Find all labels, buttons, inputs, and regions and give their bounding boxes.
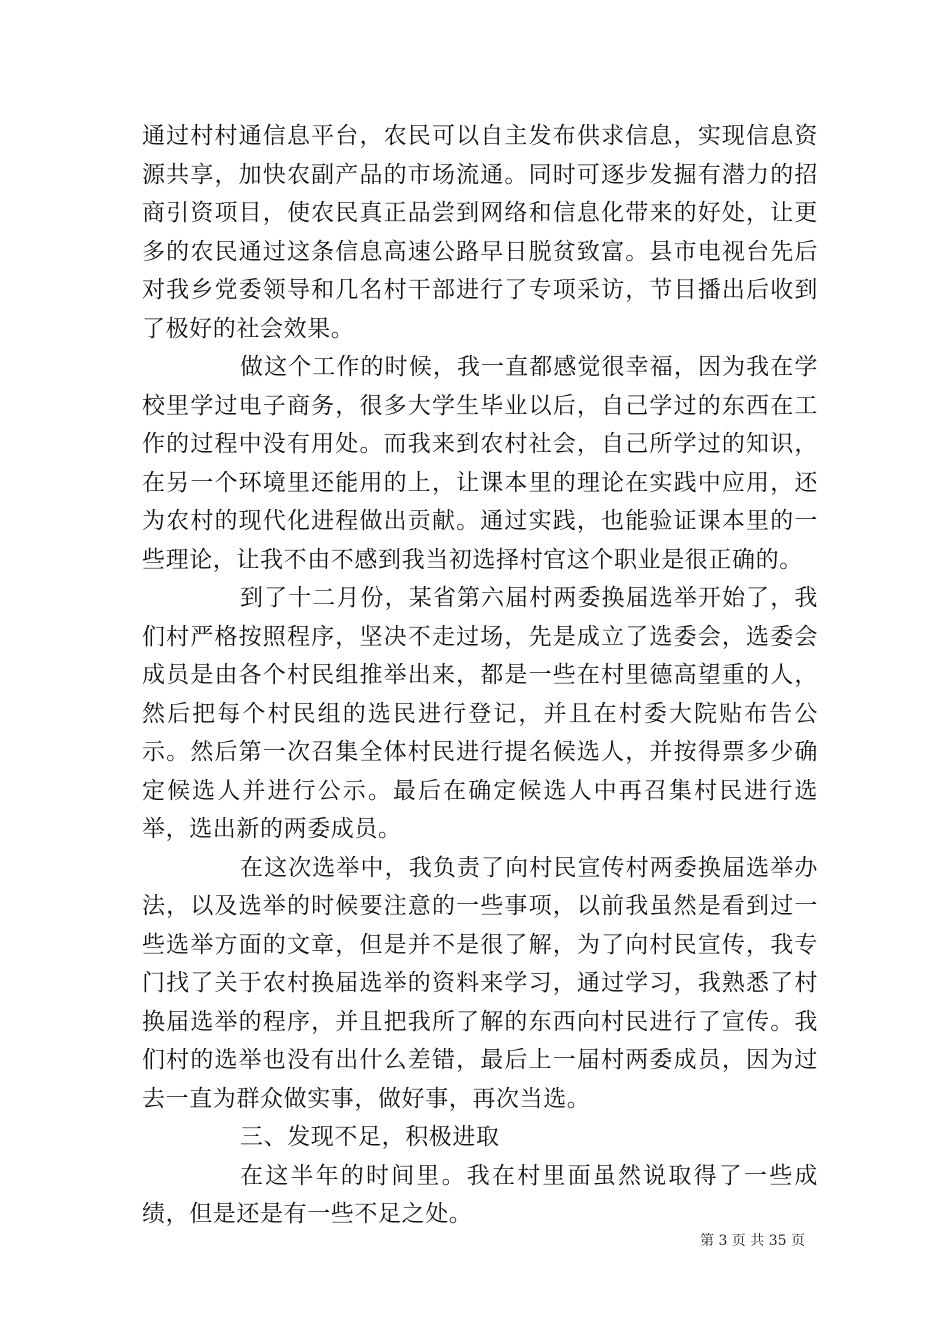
- paragraph-4: 在这次选举中，我负责了向村民宣传村两委换届选举办法，以及选举的时候要注意的一些事项，以前我虽然是看到过一些选举方面的文章，但是并不是很了解，为了向村民宣传，我专门找了关于农村换届选举的资料来学习，通过学习，我熟悉了村换届选举的程序，并且把我所了解的东西向村民进行了宣传。我们村的选举也没有出什么差错，最后上一届村两委成员，因为过去一直为群众做实事，做好事，再次当选。: [142, 854, 818, 1112]
- paragraph-5: 在这半年的时间里。我在村里面虽然说取得了一些成绩，但是还是有一些不足之处。: [142, 1162, 818, 1227]
- paragraph-1: 通过村村通信息平台，农民可以自主发布供求信息，实现信息资源共享，加快农副产品的市场流通。同时可逐步发掘有潜力的招商引资项目，使农民真正品尝到网络和信息化带来的好处，让更多的农民通过这条信息高速公路早日脱贫致富。县市电视台先后对我乡党委领导和几名村干部进行了专项采访，节目播出后收到了极好的社会效果。: [142, 123, 818, 342]
- section-heading: 三、发现不足，积极进取: [240, 1124, 500, 1150]
- paragraph-2: 做这个工作的时候，我一直都感觉很幸福，因为我在学校里学过电子商务，很多大学生毕业以后，自己学过的东西在工作的过程中没有用处。而我来到农村社会，自己所学过的知识，在另一个环境里还能用的上，让课本里的理论在实践中应用，还为农村的现代化进程做出贡献。通过实践，也能验证课本里的一些理论，让我不由不感到我当初选择村官这个职业是很正确的。: [142, 354, 818, 573]
- paragraph-3: 到了十二月份，某省第六届村两委换届选举开始了，我们村严格按照程序，坚决不走过场，先是成立了选委会，选委会成员是由各个村民组推举出来，都是一些在村里德高望重的人，然后把每个村民组的选民进行登记，并且在村委大院贴布告公示。然后第一次召集全体村民进行提名候选人，并按得票多少确定候选人并进行公示。最后在确定候选人中再召集村民进行选举，选出新的两委成员。: [142, 585, 818, 842]
- page-number-footer: 第 3 页 共 35 页: [700, 1233, 805, 1249]
- document-body: [142, 117, 818, 1234]
